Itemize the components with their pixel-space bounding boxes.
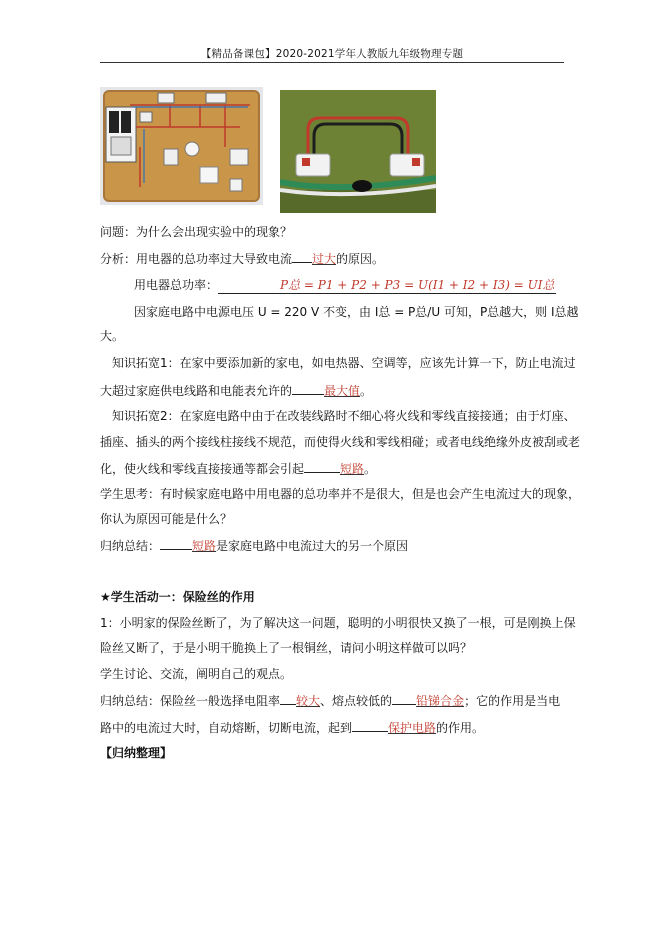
analysis-blank bbox=[292, 250, 312, 263]
summary2-answer3: 保护电路 bbox=[388, 721, 437, 735]
summary1-line bbox=[100, 537, 570, 554]
student-think-line2: 你认为原因可能是什么？ bbox=[100, 512, 233, 526]
extension2-prefix: 化，使火线和零线直接接通等都会引起 bbox=[100, 462, 305, 476]
student-think-line1: 学生思考：有时候家庭电路中用电器的总功率并不是很大，但是也会产生电流过大的现象， bbox=[100, 487, 581, 501]
problem-question: 问题：为什么会出现实验中的现象？ bbox=[100, 225, 293, 239]
extension1-answer: 最大值 bbox=[324, 384, 361, 398]
extension2-line3 bbox=[100, 460, 570, 477]
extension1-prefix: 大超过家庭供电线路和电能表允许的 bbox=[100, 384, 293, 398]
summary2-answer2: 铅锑合金 bbox=[416, 694, 465, 708]
extension1-suffix: 。 bbox=[360, 384, 373, 398]
discussion-line: 学生讨论、交流，阐明自己的观点。 bbox=[100, 667, 293, 681]
summary2-blank3 bbox=[352, 719, 388, 732]
summary2-blank2 bbox=[392, 692, 416, 705]
wiring-board-illustration bbox=[100, 87, 263, 205]
activity-title: ★学生活动一：保险丝的作用 bbox=[100, 590, 255, 604]
summary1-prefix: 归纳总结： bbox=[100, 539, 161, 553]
header-divider bbox=[100, 62, 564, 63]
extension2-suffix: 。 bbox=[364, 462, 377, 476]
summary1-blank bbox=[160, 537, 192, 550]
summary2-line2-suffix: 的作用。 bbox=[436, 721, 485, 735]
question1-line2: 险丝又断了，于是小明干脆换上了一根铜丝，请问小明这样做可以吗？ bbox=[100, 641, 473, 655]
organize-heading: 【归纳整理】 bbox=[100, 746, 173, 760]
page-header: 【精品备课包】2020-2021学年人教版九年级物理专题 bbox=[200, 48, 464, 60]
extension1-line1: 知识拓宽1：在家中要添加新的家电，如电热器、空调等，应该先计算一下，防止电流过 bbox=[112, 356, 576, 370]
summary1-suffix: 是家庭电路中电流过大的另一个原因 bbox=[216, 539, 409, 553]
analysis-prefix: 分析：用电器的总功率过大导致电流 bbox=[100, 252, 293, 266]
fuse-holder-illustration bbox=[280, 90, 436, 213]
analysis-line bbox=[100, 250, 570, 267]
summary2-suffix1: ；它的作用是当电 bbox=[464, 694, 561, 708]
summary2-line1 bbox=[100, 692, 570, 709]
summary2-answer1: 较大 bbox=[296, 694, 321, 708]
extension2-line2: 插座、插头的两个接线柱接线不规范，而使得火线和零线相碰；或者电线绝缘外皮被刮或老 bbox=[100, 435, 581, 449]
summary2-prefix: 归纳总结：保险丝一般选择电阻率 bbox=[100, 694, 281, 708]
power-formula-line bbox=[100, 277, 604, 294]
analysis-answer: 过大 bbox=[312, 252, 337, 266]
extension2-answer: 短路 bbox=[340, 462, 365, 476]
summary2-line2-prefix: 路中的电流过大时，自动熔断，切断电流，起到 bbox=[100, 721, 353, 735]
analysis-suffix: 的原因。 bbox=[336, 252, 385, 266]
summary1-answer: 短路 bbox=[192, 539, 217, 553]
summary2-line2 bbox=[100, 719, 570, 736]
extension1-line2 bbox=[100, 382, 570, 399]
extension2-blank bbox=[304, 460, 340, 473]
question1-line1: 1：小明家的保险丝断了，为了解决这一问题，聪明的小明很快又换了一根，可是刚换上保 bbox=[100, 616, 576, 630]
summary2-blank1 bbox=[280, 692, 296, 705]
extension1-blank bbox=[292, 382, 324, 395]
power-label: 用电器总功率： bbox=[134, 278, 219, 292]
voltage-line-2: 大。 bbox=[100, 329, 125, 343]
extension2-line1: 知识拓宽2：在家庭电路中由于在改装线路时不细心将火线和零线直接接通；由于灯座、 bbox=[112, 409, 576, 423]
voltage-line-1: 因家庭电路中电源电压 U = 220 V 不变，由 I总 = P总/U 可知，P总越大，则 I总越 bbox=[134, 305, 579, 319]
wiring-board-photo bbox=[100, 87, 263, 205]
power-formula: P总 = P1 + P2 + P3 = U(I1 + I2 + I3) = UI总 bbox=[280, 278, 555, 292]
fuse-holder-photo bbox=[280, 90, 436, 213]
summary2-mid1: 、熔点较低的 bbox=[320, 694, 393, 708]
